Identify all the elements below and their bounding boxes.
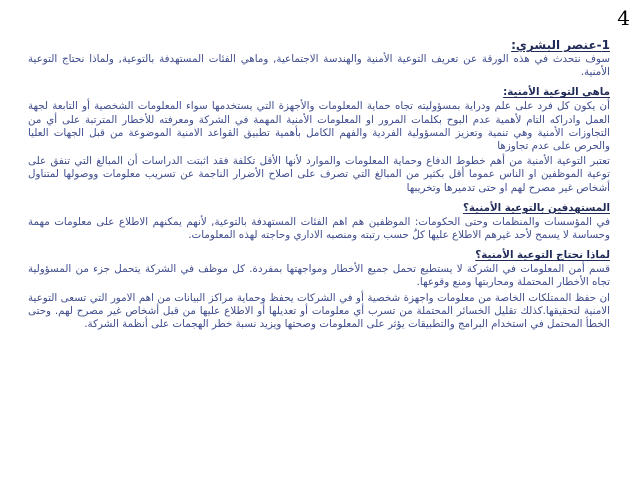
section-heading-human-element: [28, 37, 610, 53]
paragraph-what-is: أن يكون كل فرد على علم ودراية بمسؤوليته تجاه حماية المعلومات والأجهزة التي يستخدمها سواء المعلومات الشخصية أو التابعة لجهة العمل وادراكه التام لأهمية عدم البوح بكلمات المرور او المعلومات الأمنية المهمة في الشركة ومعرفته للأخطار المترتبة على أي من التجاوزات الأمنية وهي تنمية وتعزيز المسؤولية الفردية والفهم الكامل بأهمية تطبيق القواعد الامنية الموضوعة من قبل الجهات العليا والحرص على عدم تجاوزها: [28, 100, 610, 153]
document-body: [28, 37, 610, 333]
section-heading-why-need: لماذا نحتاج التوعية الأمنية؟: [475, 249, 610, 262]
section-heading-targets: المستهدفين بالتوعية الأمنية؟: [462, 201, 610, 214]
heading-text: 1-عنصر البشري:: [511, 38, 610, 52]
paragraph-why-need-2: ان حفظ الممتلكات الخاصة من معلومات واجهزة شخصية أو في الشركات يحفظ وحماية مراكز البيانات من اهم الامور التي تسعى التوعية الامنية لتحقيقها.كذلك تقليل الخسائر المحتملة من تسرب أي معلومات أو تعديلها أو الاطلاع عليها من قبل أشخاص غير مصرح لهم. وحتى الخطأ المحتمل في استخدام البرامج والتطبيقات يؤثر على المعلومات وصحتها ويزيد نسبة خطر الهجمات على أنظمة الشركة.: [28, 291, 610, 331]
paragraph-what-is-2: تعتبر التوعية الأمنية من أهم خطوط الدفاع وحماية المعلومات والموارد لأنها الأقل تكلفة فقد اثبتت الدراسات أن المبالغ التي تنفق على توعية الموظفين او الناس عموما أقل بكثير من المبالغ التي تصرف على اصلاح الأضرار الناجمة عن تسريب معلومات ووصولها لمتناول أشخاص غير مصرح لهم او حتى تدميرها وتخريبها: [28, 155, 610, 194]
paragraph-human-element: سوف نتحدث في هذه الورقة عن تعريف التوعية الأمنية والهندسة الاجتماعية, وماهي الفئات المستهدفة بالتوعية, ولماذا نحتاج التوعية الأمنية.: [28, 53, 610, 79]
slide-number: 4: [617, 6, 630, 30]
paragraph-why-need: قسم أمن المعلومات في الشركة لا يستطيع تحمل جميع الأخطار ومواجهتها بمفردة. كل موظف في الشركة يتحمل جزء من المسؤولية تجاه الأخطار المحتملة ومحاربتها ومنع وقوعها.: [28, 263, 610, 289]
paragraph-targets: في المؤسسات والمنظمات وحتى الحكومات: الموظفين هم اهم الفئات المستهدفة بالتوعية, لأنهم يمكنهم الاطلاع على معلومات مهمة وحساسة لا يسمح لأحد غيرهم الاطلاع عليها كلٌ حسب رتبته ومنصبه الاداري وحاجته لهذه المعلومات.: [28, 215, 610, 242]
section-heading-what-is: ماهي التوعية الأمنية:: [503, 86, 610, 99]
